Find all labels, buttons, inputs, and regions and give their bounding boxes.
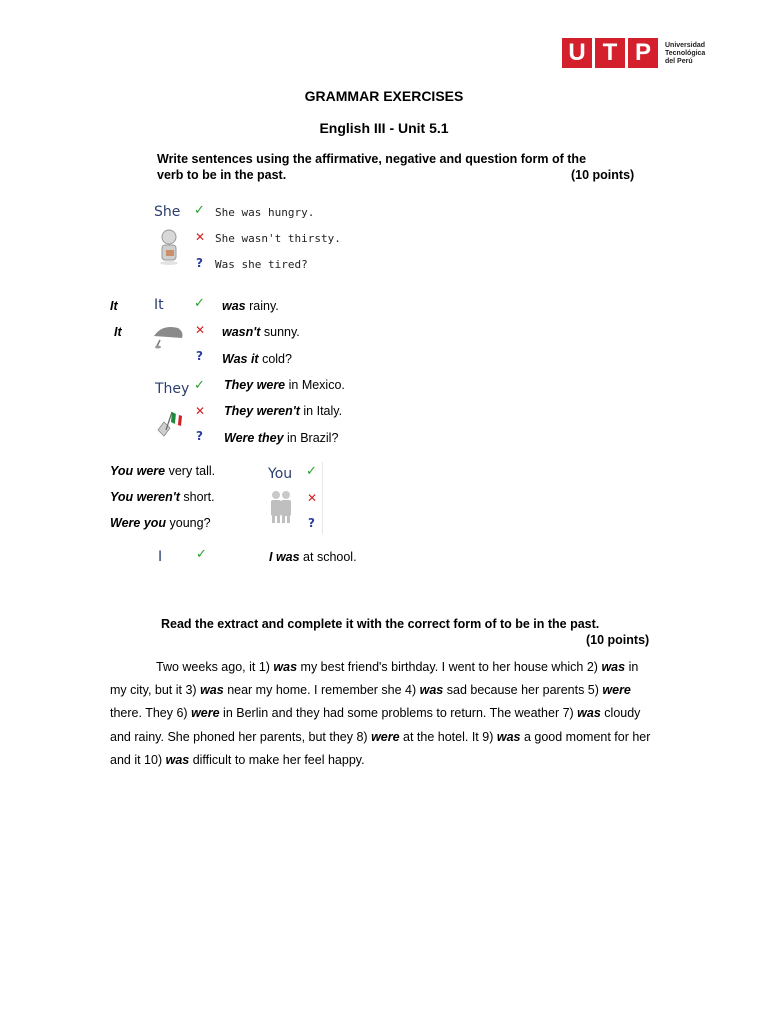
page-subtitle: English III - Unit 5.1	[319, 120, 449, 136]
logo-text-line1: Universidad	[665, 42, 706, 49]
answer-word: were	[371, 729, 400, 744]
check-icon: ✓	[194, 296, 205, 311]
it-label: It	[110, 299, 118, 313]
logo-text-line2: Tecnológica	[665, 50, 706, 57]
it-negative-subject: It	[114, 325, 122, 339]
person-icon	[155, 228, 183, 266]
cross-icon: ✕	[195, 404, 206, 418]
it-question: Was it cold?	[222, 352, 292, 366]
example-negative: She wasn't thirsty.	[215, 232, 341, 245]
ex2-instruction: Read the extract and complete it with the correct form of to be in the past.	[161, 617, 600, 631]
extract-text: near my home. I remember she 4)	[223, 683, 420, 698]
extract-text: sad because her parents 5)	[443, 683, 603, 698]
extract-text: Two weeks ago, it 1)	[156, 660, 274, 674]
logo-text-line3: del Perú	[665, 58, 693, 65]
answer-word: was	[200, 683, 224, 698]
i-affirmative: I was at school.	[269, 550, 357, 564]
they-affirmative: They were in Mexico.	[224, 378, 345, 392]
answer-word: were	[602, 683, 631, 698]
logo-letter-p: P	[628, 38, 658, 68]
pronoun-you: You	[268, 466, 293, 482]
answer-word: was	[496, 729, 521, 744]
cross-icon: ✕	[195, 323, 206, 337]
extract-text: my best friend's birthday. I went to her house which 2)	[297, 660, 602, 674]
example-affirmative: She was hungry.	[215, 206, 315, 219]
answer-word: was	[601, 660, 626, 674]
check-icon: ✓	[194, 378, 205, 393]
answer-word: were	[191, 706, 220, 721]
two-people-icon	[268, 490, 294, 524]
pronoun-they: They	[155, 381, 190, 397]
they-question: Were they in Brazil?	[224, 431, 339, 445]
it-affirmative: was rainy.	[222, 299, 279, 313]
you-negative: You weren't short.	[110, 490, 215, 504]
check-icon: ✓	[196, 547, 207, 562]
answer-word: was	[165, 752, 190, 767]
extract-paragraph	[110, 656, 656, 772]
cross-icon: ✕	[195, 230, 206, 244]
extract-text: in my city, but it 3)	[110, 660, 639, 698]
umbrella-icon	[152, 322, 186, 350]
extract-text: there. They 6)	[110, 706, 192, 721]
question-icon: ?	[196, 429, 203, 443]
answer-word: was	[577, 706, 601, 721]
extract-text: at the hotel. It 9)	[399, 729, 497, 744]
you-affirmative: You were very tall.	[110, 464, 216, 478]
ex1-instruction-line2: verb to be in the past.	[157, 168, 287, 182]
check-icon: ✓	[194, 203, 205, 218]
they-negative: They weren't in Italy.	[224, 404, 343, 418]
divider	[322, 462, 323, 534]
pronoun-it: It	[154, 297, 164, 313]
ex1-points: (10 points)	[571, 168, 635, 182]
extract-text: cloudy and rainy. She phoned her parents, but they 8)	[110, 706, 641, 744]
cross-icon: ✕	[307, 491, 318, 505]
example-pronoun-she: She	[154, 204, 181, 220]
you-question: Were you young?	[110, 516, 211, 530]
answer-word: was	[419, 683, 444, 698]
ex2-points: (10 points)	[586, 633, 650, 647]
pronoun-i: I	[158, 549, 163, 565]
page-title: GRAMMAR EXERCISES	[304, 88, 464, 104]
it-negative: wasn't sunny.	[222, 325, 300, 339]
logo-letter-t: T	[595, 38, 625, 68]
extract-text: in Berlin and they had some problems to return. The weather 7)	[219, 706, 578, 721]
question-icon: ?	[308, 516, 315, 530]
extract-text: difficult to make her feel happy.	[189, 752, 365, 767]
answer-word: was	[273, 660, 298, 674]
question-icon: ?	[196, 349, 203, 363]
ex1-instruction-line1: Write sentences using the affirmative, negative and question form of the	[157, 152, 587, 166]
mexico-flag-icon	[154, 408, 184, 440]
question-icon: ?	[196, 256, 203, 270]
check-icon: ✓	[306, 464, 317, 479]
logo-letter-u: U	[562, 38, 592, 68]
extract-text: a good moment for her and it 10)	[110, 729, 651, 767]
example-question: Was she tired?	[215, 258, 308, 271]
